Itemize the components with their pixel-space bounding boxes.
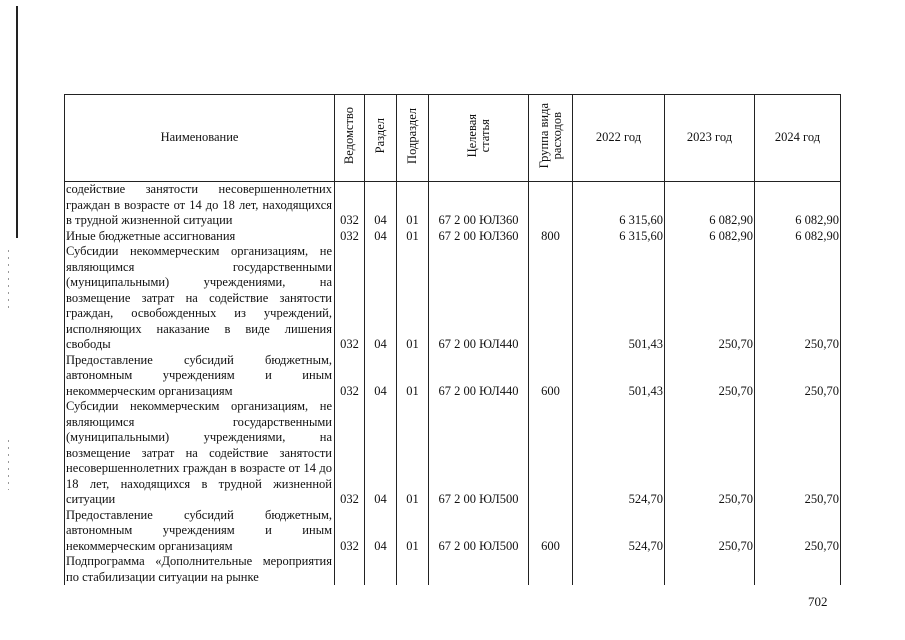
table-cell-expense-group: 600 <box>529 353 573 400</box>
table-cell-razdel: 04 <box>365 229 397 245</box>
table-cell-vedomstvo: 032 <box>335 244 365 353</box>
table-cell-vedomstvo: 032 <box>335 182 365 229</box>
table-cell-expense-group <box>529 182 573 229</box>
table-cell-2024: 6 082,90 <box>755 229 841 245</box>
table-cell-target-article: 67 2 00 ЮЛ500 <box>429 508 529 555</box>
scan-margin-line <box>16 6 18 238</box>
table-cell-razdel <box>365 554 397 585</box>
table-cell-vedomstvo: 032 <box>335 229 365 245</box>
header-name: Наименование <box>65 95 335 182</box>
table-cell-razdel: 04 <box>365 399 397 508</box>
table-cell-podrazdel: 01 <box>397 353 429 400</box>
table-cell-2023: 250,70 <box>665 508 755 555</box>
table-cell-name: Подпрограмма «Дополнительные мероприятия по стабилизации ситуации на рынке <box>65 554 335 585</box>
table-cell-podrazdel: 01 <box>397 229 429 245</box>
scan-dotted-mark <box>8 250 9 310</box>
table-cell-2023: 6 082,90 <box>665 229 755 245</box>
table-cell-2022: 6 315,60 <box>573 229 665 245</box>
page-number: 702 <box>808 594 828 609</box>
table-row <box>65 229 841 245</box>
table-cell-2024 <box>755 554 841 585</box>
table-cell-razdel: 04 <box>365 182 397 229</box>
table-cell-razdel: 04 <box>365 244 397 353</box>
table-cell-vedomstvo: 032 <box>335 399 365 508</box>
table-cell-podrazdel: 01 <box>397 399 429 508</box>
table-cell-target-article: 67 2 00 ЮЛ440 <box>429 353 529 400</box>
table-row <box>65 353 841 400</box>
table-cell-podrazdel: 01 <box>397 508 429 555</box>
scan-dotted-mark <box>8 440 9 490</box>
table-cell-razdel: 04 <box>365 508 397 555</box>
table-row <box>65 554 841 585</box>
table-cell-2024: 250,70 <box>755 353 841 400</box>
table-cell-target-article: 67 2 00 ЮЛ360 <box>429 182 529 229</box>
table-cell-name: Субсидии некоммерческим организациям, не являющимся государственными (муниципальными) учреждениями, на возмещение затрат на содействие занятости граждан, освобожденных из учреждений, исполняющих наказание в виде лишения свободы <box>65 244 335 353</box>
table-cell-2024: 250,70 <box>755 508 841 555</box>
table-cell-razdel: 04 <box>365 353 397 400</box>
table-cell-target-article <box>429 554 529 585</box>
table-cell-name: Иные бюджетные ассигнования <box>65 229 335 245</box>
header-2024: 2024 год <box>755 95 841 182</box>
table-cell-expense-group <box>529 554 573 585</box>
table-cell-target-article: 67 2 00 ЮЛ500 <box>429 399 529 508</box>
table-cell-2022: 524,70 <box>573 508 665 555</box>
table-cell-name: Субсидии некоммерческим организациям, не являющимся государственными (муниципальными) учреждениями, на возмещение затрат на содействие занятости несовершеннолетних граждан в возрасте от 14 до 18 лет, находящихся в трудной жизненной ситуации <box>65 399 335 508</box>
header-2023: 2023 год <box>665 95 755 182</box>
table-cell-2023: 6 082,90 <box>665 182 755 229</box>
table-cell-2024: 250,70 <box>755 399 841 508</box>
table-cell-target-article: 67 2 00 ЮЛ360 <box>429 229 529 245</box>
table-cell-2023: 250,70 <box>665 244 755 353</box>
table-cell-name: Предоставление субсидий бюджетным, автономным учреждениям и иным некоммерческим организациям <box>65 353 335 400</box>
table-cell-target-article: 67 2 00 ЮЛ440 <box>429 244 529 353</box>
table-cell-2023: 250,70 <box>665 399 755 508</box>
table-cell-2023: 250,70 <box>665 353 755 400</box>
table-cell-podrazdel: 01 <box>397 244 429 353</box>
table-row <box>65 244 841 353</box>
table-cell-2022: 501,43 <box>573 353 665 400</box>
table-row <box>65 182 841 229</box>
table-cell-2022: 524,70 <box>573 399 665 508</box>
table-header-row <box>65 95 841 182</box>
table-cell-name: содействие занятости несовершеннолетних граждан в возрасте от 14 до 18 лет, находящихся в трудной жизненной ситуации <box>65 182 335 229</box>
table-cell-expense-group <box>529 399 573 508</box>
header-2022: 2022 год <box>573 95 665 182</box>
table-cell-vedomstvo: 032 <box>335 508 365 555</box>
header-vedomstvo: Ведомство <box>335 95 365 182</box>
budget-table <box>64 94 841 585</box>
table-cell-2023 <box>665 554 755 585</box>
table-cell-expense-group <box>529 244 573 353</box>
header-expense-group: Группа вида расходов <box>529 95 573 182</box>
table-cell-2022 <box>573 554 665 585</box>
table-cell-podrazdel <box>397 554 429 585</box>
table-cell-2024: 250,70 <box>755 244 841 353</box>
table-cell-podrazdel: 01 <box>397 182 429 229</box>
header-razdel: Раздел <box>365 95 397 182</box>
table-cell-expense-group: 800 <box>529 229 573 245</box>
table-cell-vedomstvo <box>335 554 365 585</box>
header-target-article: Целевая статья <box>429 95 529 182</box>
table-row <box>65 508 841 555</box>
table-cell-vedomstvo: 032 <box>335 353 365 400</box>
table-cell-2022: 501,43 <box>573 244 665 353</box>
table-cell-2022: 6 315,60 <box>573 182 665 229</box>
table-cell-2024: 6 082,90 <box>755 182 841 229</box>
table-cell-expense-group: 600 <box>529 508 573 555</box>
header-podrazdel: Подраздел <box>397 95 429 182</box>
table-cell-name: Предоставление субсидий бюджетным, автономным учреждениям и иным некоммерческим организациям <box>65 508 335 555</box>
table-row <box>65 399 841 508</box>
